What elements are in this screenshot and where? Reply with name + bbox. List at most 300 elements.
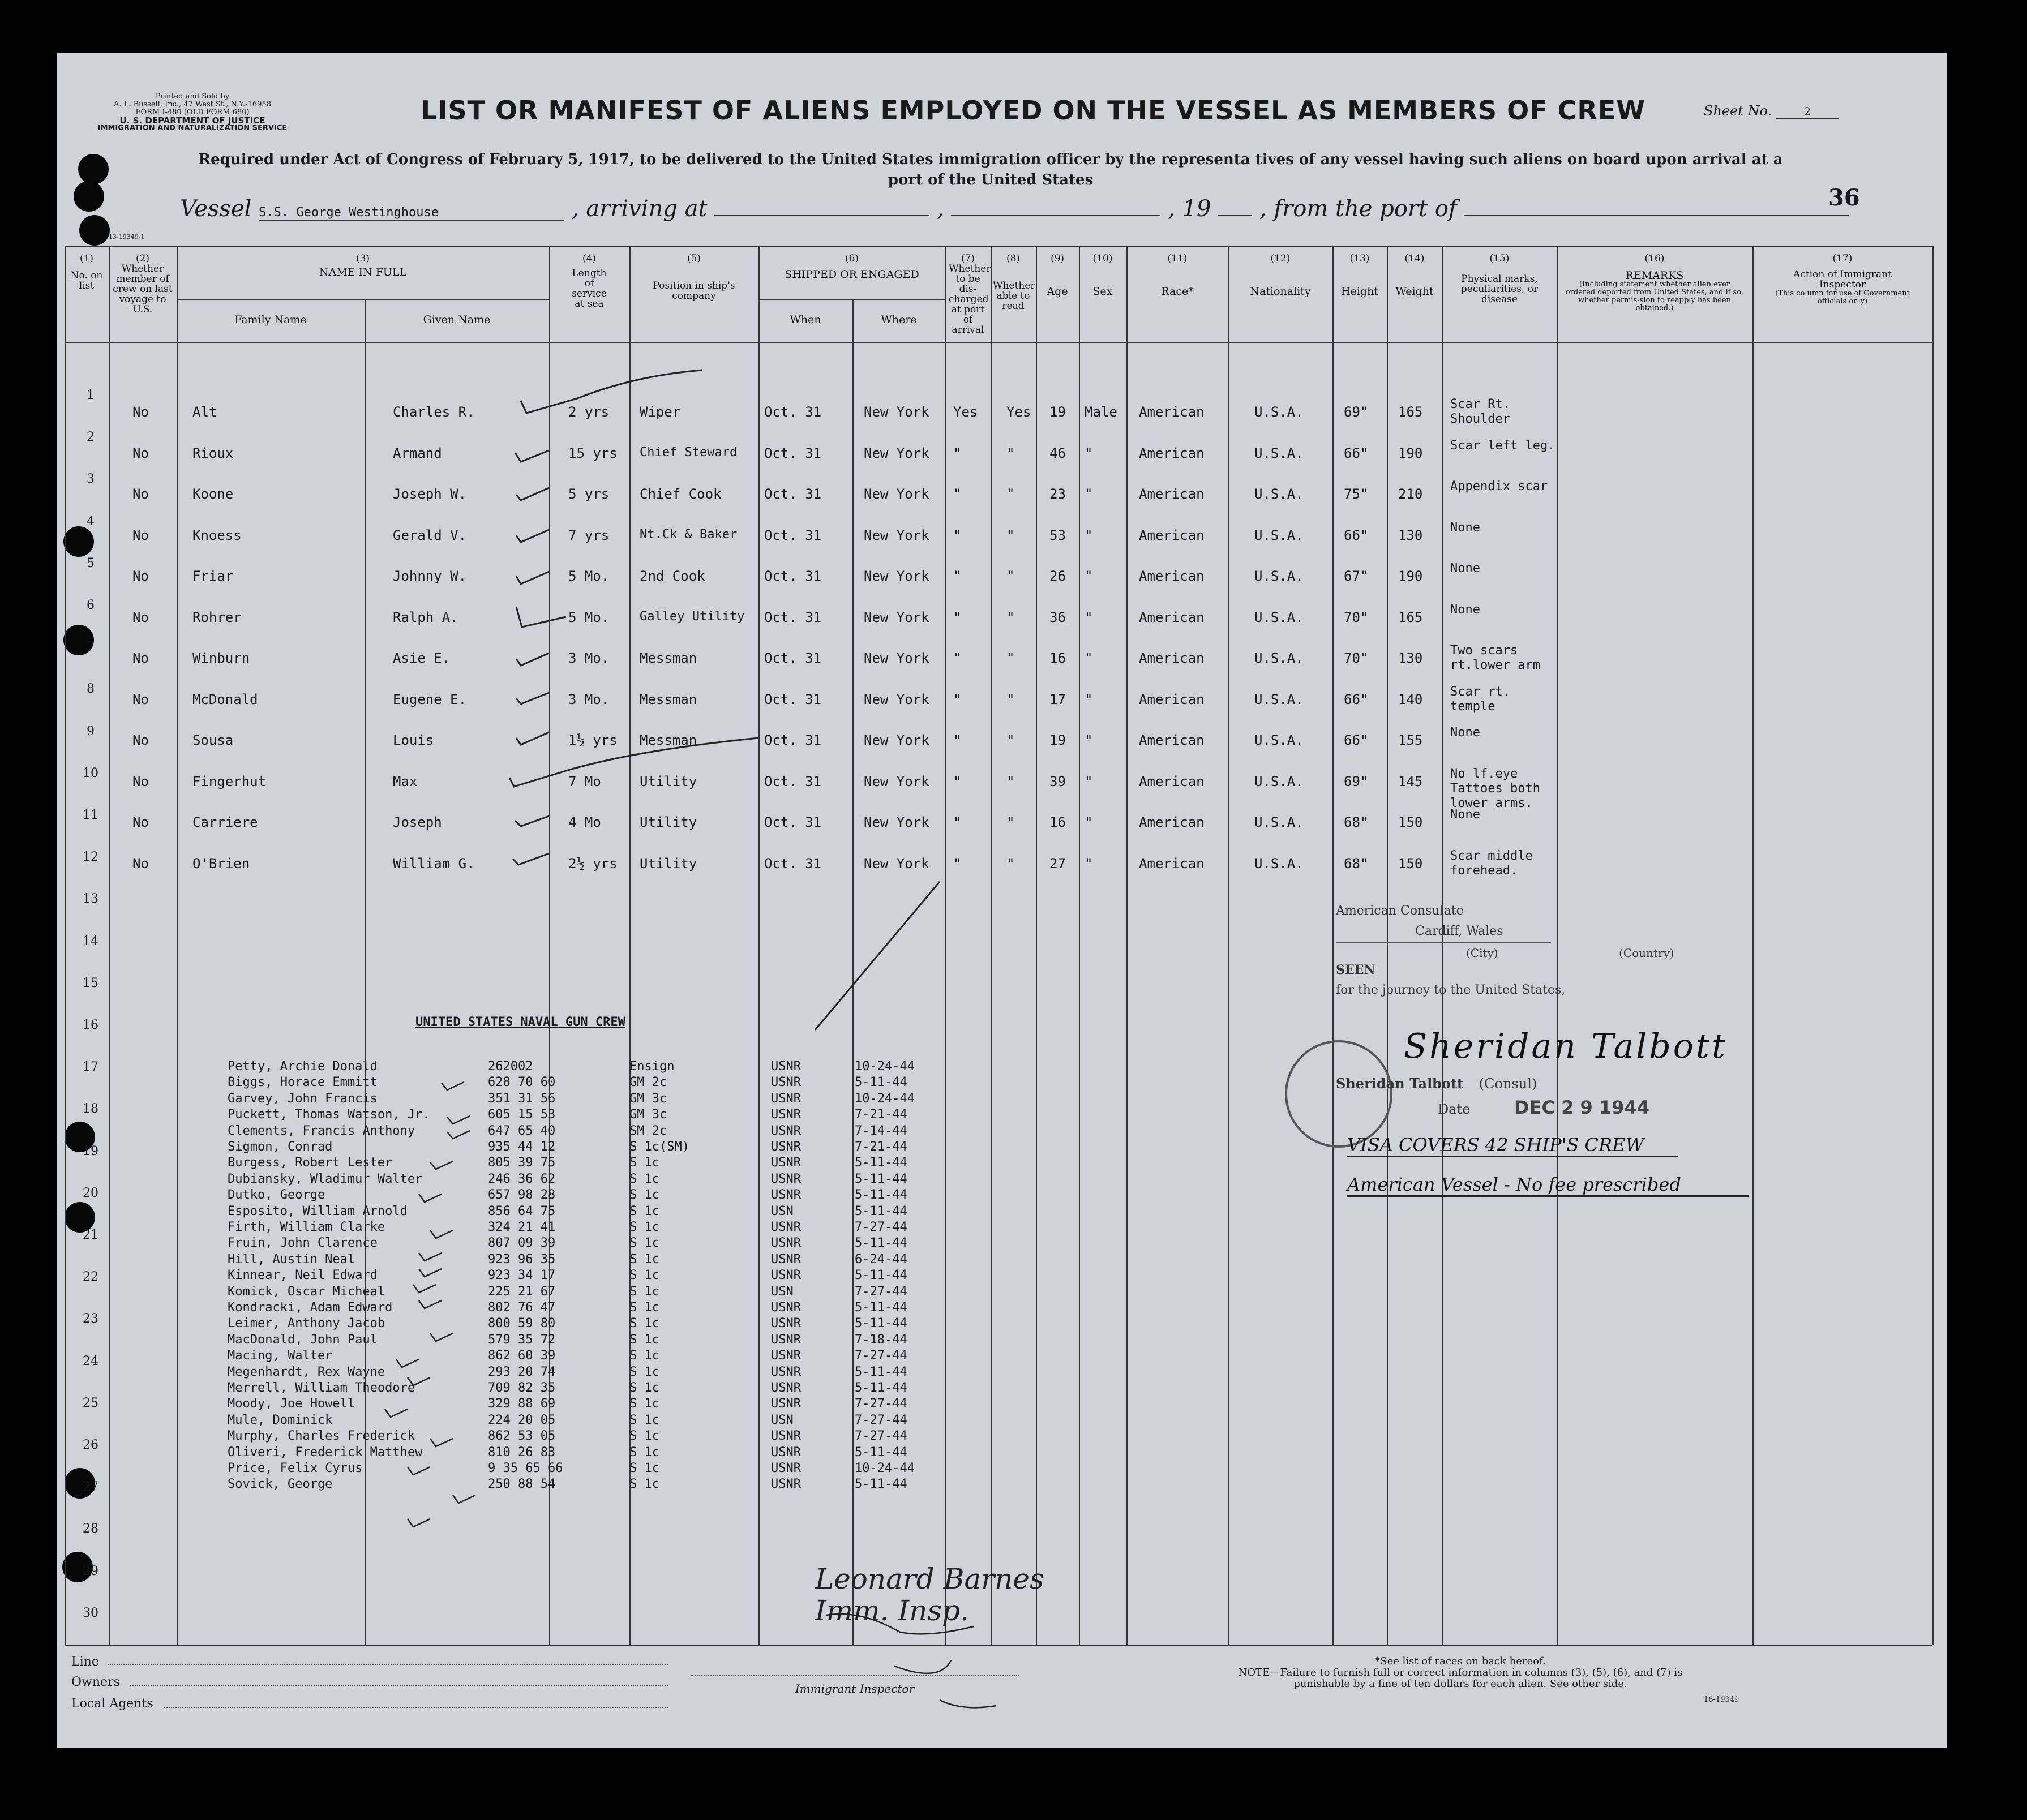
year-label: , 19: [1168, 196, 1211, 222]
gun-branch: USNR: [771, 1140, 801, 1154]
gun-branch: USNR: [771, 1381, 801, 1395]
gun-branch: USNR: [771, 1397, 801, 1411]
gun-name: Firth, William Clarke: [228, 1220, 385, 1234]
col7-label: Whether to be dis-charged at port of arrival: [949, 263, 991, 336]
gun-rate: S 1c: [629, 1268, 659, 1283]
discharged-cell: ": [953, 445, 962, 461]
gun-date: 7-27-44: [855, 1429, 907, 1444]
marks-cell: None: [1450, 726, 1480, 740]
family-name-cell: O'Brien: [192, 855, 250, 872]
family-name-cell: Winburn: [192, 650, 250, 666]
where-cell: New York: [864, 445, 929, 461]
sex-cell: ": [1085, 650, 1093, 666]
nationality-cell: U.S.A.: [1254, 486, 1304, 502]
row-number: 21: [83, 1228, 98, 1242]
gun-date: 10-24-44: [855, 1059, 915, 1074]
gun-crew-row: [57, 1220, 1947, 1237]
gun-branch: USNR: [771, 1171, 801, 1186]
journey-text: for the journey to the United States,: [1336, 983, 1566, 997]
age-cell: 53: [1049, 527, 1066, 543]
gun-serial: 800 59 80: [488, 1316, 556, 1331]
member-cell: No: [132, 650, 149, 666]
gun-name: Puckett, Thomas Watson, Jr.: [228, 1108, 430, 1122]
col1-label: No. on list: [70, 270, 103, 291]
given-name-cell: Eugene E.: [393, 691, 467, 707]
age-cell: 36: [1049, 609, 1066, 625]
marks-cell: None: [1450, 561, 1480, 576]
punch-hole: [78, 154, 109, 184]
gun-serial: 709 82 35: [488, 1381, 556, 1395]
gun-serial: 9 35 65 66: [488, 1461, 563, 1475]
when-cell: Oct. 31: [764, 445, 822, 461]
gun-crew-row: [57, 1445, 1947, 1462]
gun-name: MacDonald, John Paul: [228, 1332, 378, 1347]
col10-header: [1079, 254, 1126, 297]
age-cell: 19: [1049, 404, 1066, 420]
gun-rate: S 1c: [629, 1413, 659, 1427]
family-name-cell: Alt: [192, 404, 217, 420]
when-cell: Oct. 31: [764, 568, 822, 584]
col17-header: [1752, 254, 1932, 306]
height-cell: 67": [1344, 568, 1369, 584]
col17-number: (17): [1832, 253, 1853, 264]
col9-number: (9): [1050, 253, 1065, 264]
member-cell: No: [132, 568, 149, 584]
given-name-cell: Max: [393, 773, 418, 789]
member-cell: No: [132, 855, 149, 872]
gun-rate: GM 2c: [629, 1075, 667, 1090]
col4-header: [549, 254, 629, 309]
country-label: (Country): [1619, 946, 1674, 960]
weight-cell: 165: [1398, 609, 1423, 625]
row-number: 14: [83, 934, 98, 948]
gun-serial: 246 36 62: [488, 1171, 556, 1186]
gun-crew-row: [57, 1156, 1947, 1172]
nationality-cell: U.S.A.: [1254, 732, 1304, 748]
col15-number: (15): [1489, 253, 1510, 264]
crew-row: [57, 475, 1947, 514]
gun-branch: USNR: [771, 1316, 801, 1331]
family-name-cell: Sousa: [192, 732, 234, 748]
weight-cell: 155: [1398, 732, 1423, 748]
gun-date: 5-11-44: [855, 1316, 907, 1331]
crew-row: [57, 721, 1947, 761]
weight-cell: 150: [1398, 814, 1423, 830]
gun-crew-row: [57, 1413, 1947, 1430]
marks-cell: No lf.eye Tattoes both lower arms.: [1450, 766, 1540, 810]
gun-crew-row: [57, 1381, 1947, 1397]
gun-serial: 807 09 39: [488, 1236, 556, 1251]
gun-branch: USN: [771, 1284, 794, 1299]
position-cell: 2nd Cook: [640, 568, 705, 584]
gun-name: Fruin, John Clarence: [228, 1236, 378, 1251]
col15-header: [1442, 254, 1557, 304]
marks-cell: Scar Rt. Shoulder: [1450, 397, 1510, 426]
nationality-cell: U.S.A.: [1254, 814, 1304, 830]
discharged-cell: ": [953, 568, 962, 584]
family-name-cell: Rioux: [192, 445, 234, 461]
consulate-city: Cardiff, Wales: [1336, 921, 1551, 943]
discharged-cell: ": [953, 773, 962, 789]
col1-number: (1): [79, 253, 94, 264]
gun-date: 7-27-44: [855, 1220, 907, 1234]
position-cell: Utility: [640, 773, 697, 789]
col6b-header: Where: [881, 314, 917, 326]
printer-line2: A. L. Bussell, Inc., 47 West St., N.Y.-16958: [114, 100, 271, 109]
row-number: 25: [83, 1396, 98, 1410]
row-number: 5: [87, 556, 95, 570]
gun-branch: USNR: [771, 1300, 801, 1315]
sex-cell: ": [1085, 691, 1093, 707]
given-name-cell: William G.: [393, 855, 475, 872]
gun-name: Murphy, Charles Frederick: [228, 1429, 415, 1444]
col6-label: SHIPPED OR ENGAGED: [785, 268, 919, 281]
punch-hole: [74, 181, 104, 212]
gun-rate: S 1c: [629, 1461, 659, 1475]
crew-row: [57, 639, 1947, 679]
service-cell: 7 Mo: [568, 773, 601, 789]
col8-number: (8): [1006, 253, 1021, 264]
given-name-cell: Asie E.: [393, 650, 451, 666]
gun-serial: 802 76 47: [488, 1300, 556, 1315]
gun-branch: USNR: [771, 1252, 801, 1267]
gun-crew-row: [57, 1429, 1947, 1445]
when-cell: Oct. 31: [764, 609, 822, 625]
gun-crew-row: [57, 1316, 1947, 1333]
race-cell: American: [1139, 527, 1205, 543]
col10-number: (10): [1092, 253, 1113, 264]
col13-label: Height: [1341, 285, 1378, 298]
subtitle-line1: Required under Act of Congress of February 5, 1917, to be delivered to the United States immigration officer by the representa tives of any vessel having such aliens on board upon arrival at a: [198, 151, 1783, 168]
row-number: 20: [83, 1186, 98, 1200]
age-cell: 16: [1049, 650, 1066, 666]
gun-rate: GM 3c: [629, 1108, 667, 1122]
where-cell: New York: [864, 486, 929, 502]
age-cell: 16: [1049, 814, 1066, 830]
gun-date: 5-11-44: [855, 1204, 907, 1218]
gun-date: 7-27-44: [855, 1284, 907, 1299]
crew-row: [57, 844, 1947, 884]
weight-cell: 145: [1398, 773, 1423, 789]
member-cell: No: [132, 814, 149, 830]
sex-cell: ": [1085, 609, 1093, 625]
gun-branch: USNR: [771, 1236, 801, 1251]
height-cell: 70": [1344, 650, 1369, 666]
gun-branch: USNR: [771, 1445, 801, 1460]
col5-label: Position in ship's company: [653, 280, 735, 302]
given-name-cell: Louis: [393, 732, 434, 748]
col9-header: [1036, 254, 1079, 297]
gun-rate: S 1c: [629, 1364, 659, 1379]
weight-cell: 130: [1398, 650, 1423, 666]
crew-row: [57, 516, 1947, 556]
when-cell: Oct. 31: [764, 404, 822, 420]
gun-serial: 224 20 05: [488, 1413, 556, 1427]
position-cell: Utility: [640, 814, 697, 830]
row-number: 29: [83, 1564, 98, 1578]
race-cell: American: [1139, 814, 1205, 830]
gun-name: Garvey, John Francis: [228, 1091, 378, 1106]
col3-number: (3): [355, 253, 370, 264]
seen-stamp: SEEN: [1336, 963, 1375, 977]
weight-cell: 165: [1398, 404, 1423, 420]
race-cell: American: [1139, 732, 1205, 748]
manifest-sheet: [57, 53, 1947, 1748]
sex-cell: ": [1085, 773, 1093, 789]
gun-date: 7-27-44: [855, 1413, 907, 1427]
col2-header: [109, 254, 177, 315]
gun-rate: S 1c: [629, 1332, 659, 1347]
gun-rate: S 1c: [629, 1300, 659, 1315]
consulate-name: American Consulate: [1336, 904, 1464, 918]
date-blank: [951, 215, 1160, 216]
gun-branch: USN: [771, 1413, 794, 1427]
footer-agents-label: Local Agents: [71, 1697, 153, 1711]
marks-cell: Scar rt. temple: [1450, 684, 1510, 714]
gun-rate: S 1c: [629, 1156, 659, 1170]
gun-name: Petty, Archie Donald: [228, 1059, 378, 1074]
gun-rate: S 1c: [629, 1204, 659, 1218]
nationality-cell: U.S.A.: [1254, 527, 1304, 543]
marks-cell: Appendix scar: [1450, 479, 1548, 493]
service: IMMIGRATION AND NATURALIZATION SERVICE: [97, 124, 288, 132]
family-name-cell: Knoess: [192, 527, 242, 543]
service-cell: 2½ yrs: [568, 855, 618, 872]
row-number: 24: [83, 1354, 98, 1368]
gun-branch: USNR: [771, 1268, 801, 1283]
race-cell: American: [1139, 855, 1205, 872]
row-number: 2: [87, 430, 95, 445]
gun-rate: SM 2c: [629, 1123, 667, 1138]
comma: ,: [937, 196, 944, 222]
position-cell: Messman: [640, 650, 697, 666]
gun-name: Price, Felix Cyrus: [228, 1461, 363, 1475]
nationality-cell: U.S.A.: [1254, 445, 1304, 461]
race-cell: American: [1139, 568, 1205, 584]
col7-header: [945, 254, 991, 335]
gun-crew-row: [57, 1300, 1947, 1317]
gun-crew-row: [57, 1236, 1947, 1252]
read-cell: ": [1006, 732, 1015, 748]
given-name-cell: Armand: [393, 445, 442, 461]
given-name-cell: Ralph A.: [393, 609, 458, 625]
family-name-cell: Rohrer: [192, 609, 242, 625]
sex-cell: ": [1085, 527, 1093, 543]
col2-label: Whether member of crew on last voyage to U.S.: [113, 263, 173, 315]
member-cell: No: [132, 527, 149, 543]
where-cell: New York: [864, 650, 929, 666]
row-number: 10: [83, 766, 98, 780]
footer-agents-blank: [164, 1707, 668, 1708]
gun-name: Komick, Oscar Micheal: [228, 1284, 385, 1299]
col14-number: (14): [1404, 253, 1425, 264]
discharged-cell: ": [953, 609, 962, 625]
gun-crew-row: [57, 1477, 1947, 1493]
col6-number: (6): [845, 253, 859, 264]
col8-header: [991, 254, 1036, 311]
gun-name: Clements, Francis Anthony: [228, 1123, 415, 1138]
marks-cell: None: [1450, 808, 1480, 822]
gun-rate: S 1c: [629, 1252, 659, 1267]
col12-label: Nationality: [1250, 285, 1311, 298]
weight-cell: 210: [1398, 486, 1423, 502]
gun-date: 5-11-44: [855, 1156, 907, 1170]
gun-date: 5-11-44: [855, 1445, 907, 1460]
discharged-cell: ": [953, 691, 962, 707]
member-cell: No: [132, 486, 149, 502]
when-cell: Oct. 31: [764, 855, 822, 872]
gun-crew-row: [57, 1252, 1947, 1269]
row-number: 11: [83, 808, 98, 822]
discharged-cell: ": [953, 650, 962, 666]
where-cell: New York: [864, 404, 929, 420]
col4-label: Length of service at sea: [572, 268, 607, 310]
gun-rate: S 1c(SM): [629, 1140, 689, 1154]
col16-number: (16): [1644, 253, 1665, 264]
where-cell: New York: [864, 568, 929, 584]
discharged-cell: ": [953, 855, 962, 872]
gun-branch: USNR: [771, 1364, 801, 1379]
gun-date: 5-11-44: [855, 1188, 907, 1203]
gun-rate: S 1c: [629, 1429, 659, 1444]
gun-branch: USNR: [771, 1188, 801, 1203]
gun-serial: 805 39 75: [488, 1156, 556, 1170]
marks-cell: None: [1450, 602, 1480, 617]
family-name-cell: Koone: [192, 486, 234, 502]
gun-serial: 862 53 05: [488, 1429, 556, 1444]
consulate-labels: [1336, 943, 1845, 960]
gun-date: 5-11-44: [855, 1300, 907, 1315]
gun-crew-row: [57, 1075, 1947, 1092]
subtitle: [113, 149, 1868, 190]
row-number: 4: [87, 514, 95, 529]
nationality-cell: U.S.A.: [1254, 773, 1304, 789]
gun-name: Moody, Joe Howell: [228, 1397, 355, 1411]
member-cell: No: [132, 445, 149, 461]
gun-date: 7-27-44: [855, 1397, 907, 1411]
race-cell: American: [1139, 486, 1205, 502]
footer-owners-label: Owners: [71, 1675, 120, 1689]
service-cell: 3 Mo.: [568, 650, 610, 666]
table-bottom-rule: [65, 1645, 1932, 1646]
marks-cell: Scar middle forehead.: [1450, 848, 1533, 878]
member-cell: No: [132, 773, 149, 789]
position-cell: Messman: [640, 732, 697, 748]
when-cell: Oct. 31: [764, 814, 822, 830]
age-cell: 39: [1049, 773, 1066, 789]
footer-note: [1234, 1656, 1687, 1690]
port-label: , from the port of: [1259, 196, 1457, 222]
gun-name: Esposito, William Arnold: [228, 1204, 408, 1218]
sex-cell: ": [1085, 445, 1093, 461]
position-cell: Wiper: [640, 404, 681, 420]
gun-rate: S 1c: [629, 1477, 659, 1492]
col16-header: [1557, 254, 1752, 312]
crew-row: [57, 393, 1947, 432]
col10-label: Sex: [1092, 285, 1113, 298]
races-note: *See list of races on back hereof.: [1375, 1655, 1546, 1667]
row-number: 30: [83, 1606, 98, 1620]
subtitle-line2: port of the United States: [888, 171, 1094, 188]
crew-row: [57, 680, 1947, 720]
sheet-value: 2: [1776, 105, 1839, 119]
sheet-label: Sheet No.: [1704, 103, 1772, 119]
age-cell: 19: [1049, 732, 1066, 748]
gun-branch: USN: [771, 1204, 794, 1218]
race-cell: American: [1139, 773, 1205, 789]
service-cell: 5 yrs: [568, 486, 610, 502]
consular-seal: [1285, 1040, 1392, 1148]
crew-row: [57, 598, 1947, 638]
position-cell: Chief Steward: [640, 445, 738, 460]
col1-header: [65, 254, 109, 298]
gun-branch: USNR: [771, 1108, 801, 1122]
printer-block: [62, 93, 323, 132]
col3-header: [177, 254, 549, 277]
where-cell: New York: [864, 732, 929, 748]
gun-crew-row: [57, 1349, 1947, 1365]
read-cell: ": [1006, 855, 1015, 872]
height-cell: 66": [1344, 445, 1369, 461]
nationality-cell: U.S.A.: [1254, 609, 1304, 625]
family-name-cell: Carriere: [192, 814, 258, 830]
gun-branch: USNR: [771, 1123, 801, 1138]
when-cell: Oct. 31: [764, 691, 822, 707]
row-number: 1: [87, 388, 95, 402]
gun-serial: 225 21 67: [488, 1284, 556, 1299]
subheader-rule: [758, 299, 945, 300]
gun-name: Dubiansky, Wladimur Walter: [228, 1171, 423, 1186]
vessel-line: [180, 196, 1849, 222]
position-cell: Chief Cook: [640, 486, 722, 502]
service-cell: 4 Mo: [568, 814, 601, 830]
gun-date: 7-27-44: [855, 1349, 907, 1363]
height-cell: 66": [1344, 527, 1369, 543]
consul-date-line: [1438, 1097, 1649, 1118]
given-name-cell: Johnny W.: [393, 568, 467, 584]
read-cell: Yes: [1006, 404, 1031, 420]
family-name-cell: Fingerhut: [192, 773, 267, 789]
crew-row: [57, 803, 1947, 843]
fine-note: NOTE—Failure to furnish full or correct information in columns (3), (5), (6), and (7) is punishable by a fine of ten dollars for each alien. See other side.: [1238, 1667, 1683, 1690]
gun-rate: S 1c: [629, 1381, 659, 1395]
sex-cell: ": [1085, 732, 1093, 748]
gun-date: 7-21-44: [855, 1140, 907, 1154]
when-cell: Oct. 31: [764, 486, 822, 502]
col7-number: (7): [961, 253, 975, 264]
read-cell: ": [1006, 445, 1015, 461]
service-cell: 5 Mo.: [568, 568, 610, 584]
date-stamp: DEC 2 9 1944: [1514, 1097, 1649, 1118]
check-mark: [408, 1519, 430, 1527]
discharged-cell: ": [953, 486, 962, 502]
consul-line: [1336, 1075, 1630, 1092]
col14-label: Weight: [1395, 285, 1434, 298]
gun-crew-row: [57, 1365, 1947, 1381]
race-cell: American: [1139, 404, 1205, 420]
gun-name: Mule, Dominick: [228, 1413, 333, 1427]
vessel-label: Vessel: [180, 196, 252, 222]
where-cell: New York: [864, 773, 929, 789]
gun-date: 7-18-44: [855, 1332, 907, 1347]
age-cell: 27: [1049, 855, 1066, 872]
gun-branch: USNR: [771, 1349, 801, 1363]
member-cell: No: [132, 609, 149, 625]
height-cell: 66": [1344, 732, 1369, 748]
col16-label: REMARKS: [1625, 269, 1684, 282]
footer-owners-blank: [130, 1685, 668, 1686]
nationality-cell: U.S.A.: [1254, 568, 1304, 584]
